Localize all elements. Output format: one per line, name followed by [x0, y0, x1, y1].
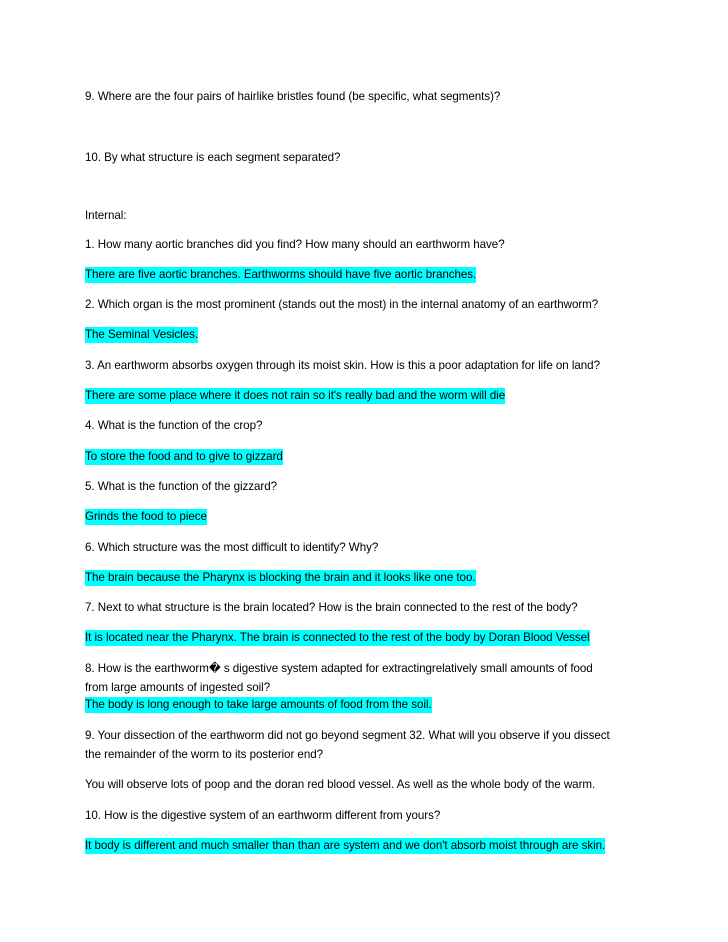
answer-highlight: The brain because the Pharynx is blocking the brain and it looks like one too. [85, 571, 476, 584]
internal-answer-10 [85, 838, 605, 853]
internal-question-10: 10. How is the digestive system of an earthworm different from yours? [85, 809, 441, 822]
internal-answer-3 [85, 388, 505, 403]
internal-question-9-line-1: 9. Your dissection of the earthworm did not go beyond segment 32. What will you observe if you dissect [85, 729, 610, 742]
internal-answer-9: You will observe lots of poop and the doran red blood vessel. As well as the whole body of the warm. [85, 778, 596, 791]
internal-answer-1 [85, 267, 476, 282]
answer-highlight: The body is long enough to take large amounts of food from the soil. [85, 698, 432, 711]
answer-highlight: The Seminal Vesicles. [85, 328, 199, 341]
external-question-10: 10. By what structure is each segment separated? [85, 151, 341, 164]
internal-answer-5 [85, 509, 207, 524]
answer-highlight: It body is different and much smaller than than are system and we don't absorb moist through are skin. [85, 839, 606, 852]
external-question-9: 9. Where are the four pairs of hairlike bristles found (be specific, what segments)? [85, 90, 501, 103]
internal-question-8-line-2: from large amounts of ingested soil? [85, 681, 271, 694]
answer-highlight: Grinds the food to piece [85, 510, 207, 523]
internal-question-9-line-2: the remainder of the worm to its posterior end? [85, 748, 324, 761]
answer-highlight: It is located near the Pharynx. The brain is connected to the rest of the body by Doran Blood Vessel [85, 631, 590, 644]
internal-heading: Internal: [85, 209, 127, 222]
internal-question-8-line-1: 8. How is the earthworm� s digestive system adapted for extractingrelatively small amounts of food [85, 662, 593, 675]
answer-highlight: There are some place where it does not rain so it's really bad and the worm will die [85, 389, 506, 402]
internal-answer-7 [85, 630, 590, 645]
answer-highlight: There are five aortic branches. Earthworms should have five aortic branches. [85, 268, 477, 281]
internal-question-6: 6. Which structure was the most difficult to identify? Why? [85, 541, 379, 554]
internal-answer-8 [85, 697, 432, 712]
internal-question-3: 3. An earthworm absorbs oxygen through its moist skin. How is this a poor adaptation for life on land? [85, 359, 600, 372]
internal-answer-2 [85, 327, 198, 342]
internal-answer-4 [85, 449, 283, 464]
internal-answer-6 [85, 570, 476, 585]
internal-question-2: 2. Which organ is the most prominent (stands out the most) in the internal anatomy of an earthworm? [85, 298, 599, 311]
answer-highlight: To store the food and to give to gizzard [85, 450, 283, 463]
internal-question-7: 7. Next to what structure is the brain located? How is the brain connected to the rest of the body? [85, 601, 578, 614]
internal-question-1: 1. How many aortic branches did you find? How many should an earthworm have? [85, 238, 505, 251]
internal-question-5: 5. What is the function of the gizzard? [85, 480, 278, 493]
internal-question-4: 4. What is the function of the crop? [85, 419, 263, 432]
